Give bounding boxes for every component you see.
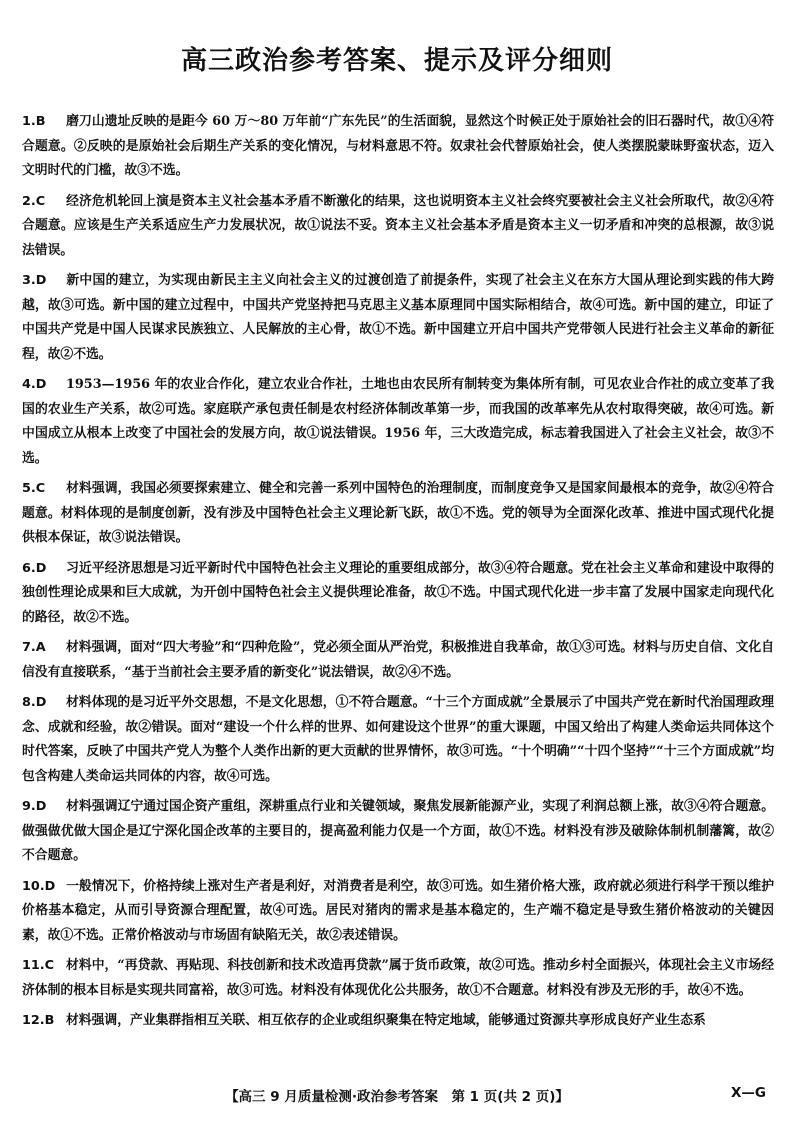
answer-explanation: 材料强调，面对“四大考验”和“四种危险”，党必须全面从严治党，积极推进自我革命，故①③可选。材料与历史自信、文化自信没有直接联系，“基于当前社会主要矛盾的新变化”说法错误，故②④不选。 [22,640,774,680]
answer-item [22,373,774,471]
answer-item [22,1009,774,1034]
footer-page-info: 【高三 9 月质量检测·政治参考答案 第 1 页(共 2 页)】 [225,1089,569,1105]
answer-number: 8.D [22,695,47,710]
answer-explanation: 习近平经济思想是习近平新时代中国特色社会主义理论的重要组成部分，故③④符合题意。党在社会主义革命和建设中取得的独创性理论成果和巨大成就，为开创中国特色社会主义提供理论准备，故①不选。中国式现代化进一步丰富了发展中国家走向现代化的路径，故②不选。 [22,560,774,625]
answer-number: 2.C [22,193,46,209]
answer-explanation: 材料强调，产业集群指相互关联、相互依存的企业或组织聚集在特定地域，能够通过资源共享形成良好产业生态系 [66,1013,706,1028]
answer-explanation: 1953—1956 年的农业合作化，建立农业合作社，土地也由农民所有制转变为集体所有制，可见农业合作社的成立变革了我国的农业生产关系，故②可选。家庭联产承包责任制是农村经济体制改革第一步，而我国的改革率先从农村取得突破，故④可选。新中国成立从根本上改变了中国社会的发展方向，故①说法错误。1956 年，三大改造完成，标志着我国进入了社会主义社会，故③不选。 [22,377,774,466]
answer-item [22,691,774,789]
answer-number: 9.D [22,799,47,814]
answer-item [22,190,774,264]
answer-number: 5.C [22,481,46,496]
page-title: 高三政治参考答案、提示及评分细则 [180,46,613,76]
answer-item [22,110,774,184]
answer-explanation: 一般情况下，价格持续上涨对生产者是利好，对消费者是利空，故③可选。如生猪价格大涨，政府就必须进行科学干预以维护价格基本稳定，从而引导资源合理配置，故④可选。居民对猪肉的需求是基本稳定的，生产端不稳定是导致生猪价格波动的关键因素，故①不选。正常价格波动与市场固有缺陷无关，故②表述错误。 [22,878,774,943]
answer-explanation: 材料强调辽宁通过国企资产重组，深耕重点行业和关键领域，聚焦发展新能源产业，实现了利润总额上涨，故③④符合题意。做强做优做大国企是辽宁深化国企改革的主要目的，提高盈利能力仅是一个方面，故①不选。材料没有涉及破除体制机制藩篱，故②不合题意。 [22,799,774,863]
answer-number: 6.D [22,560,47,576]
footer-code: X—G [731,1085,766,1101]
answer-number: 10.D [22,878,56,894]
answer-number: 1.B [22,114,46,129]
answer-item [22,636,774,685]
page-footer [0,1085,794,1109]
answer-item [22,875,774,949]
answer-number: 3.D [22,273,47,288]
answer-explanation: 材料强调，我国必须要探索建立、健全和完善一系列中国特色的治理制度，而制度竞争又是国家间最根本的竞争，故②④符合题意。材料体现的是制度创新，没有涉及中国特色社会主义理论新飞跃，故①不选。党的领导为全面深化改革、推进中国式现代化提供根本保证，故③说法错误。 [22,481,774,545]
answer-item [22,477,774,551]
answer-item [22,954,774,1003]
answer-number: 4.D [22,377,47,392]
answer-number: 7.A [22,640,46,655]
answer-explanation: 新中国的建立，为实现由新民主主义向社会主义的过渡创造了前提条件，实现了社会主义在东方大国从理论到实践的伟大跨越，故③可选。新中国的建立过程中，中国共产党坚持把马克思主义基本原理同中国实际相结合，故④可选。新中国的建立，印证了中国共产党是中国人民谋求民族独立、人民解放的主心骨，故①不选。新中国建立开启中国共产党带领人民进行社会主义革命的新征程，故②不选。 [22,273,774,362]
answer-item [22,269,774,367]
answer-explanation: 材料中，“再贷款、再贴现、科技创新和技术改造再贷款”属于货币政策，故②可选。推动乡村全面振兴，体现社会主义市场经济体制的根本目标是实现共同富裕，故③可选。材料没有体现优化公共服务，故①不合题意。材料没有涉及无形的手，故④不选。 [22,958,774,998]
answer-explanation: 磨刀山遗址反映的是距今 60 万～80 万年前“广东先民”的生活面貌，显然这个时候正处于原始社会的旧石器时代，故①④符合题意。②反映的是原始社会后期生产关系的变化情况，与材料意思不符。奴隶社会代替原始社会，使人类摆脱蒙昧野蛮状态，迈入文明时代的门槛，故③不选。 [22,114,774,178]
answer-explanation: 经济危机轮回上演是资本主义社会基本矛盾不断激化的结果，这也说明资本主义社会终究要被社会主义社会所取代，故②④符合题意。应该是生产关系适应生产力发展状况，故①说法不妥。资本主义社会基本矛盾是资本主义一切矛盾和冲突的总根源，故③说法错误。 [22,193,774,258]
answer-item [22,557,774,631]
answer-explanation: 材料体现的是习近平外交思想，不是文化思想，①不符合题意。“十三个方面成就”全景展示了中国共产党在新时代治国理政理念、成就和经验，故②错误。面对“建设一个什么样的世界、如何建设这个世界”的重大课题，中国又给出了构建人类命运共同体这个时代答案，反映了中国共产党人为整个人类作出新的更大贡献的世界情怀，故③可选。“十个明确”“十四个坚持”“十三个方面成就”均包含构建人类命运共同体的内容，故④可选。 [22,695,774,784]
answer-number: 11.C [22,958,55,973]
answer-item [22,795,774,869]
answer-list [22,110,774,1040]
answer-number: 12.B [22,1013,55,1028]
